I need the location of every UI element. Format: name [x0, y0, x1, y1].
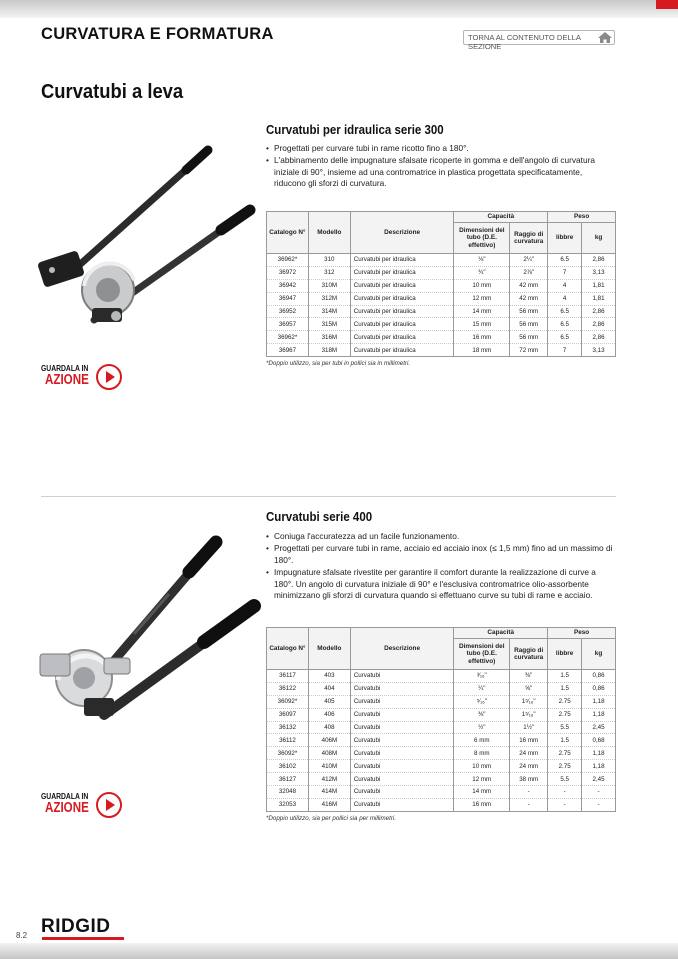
page-title: Curvatubi a leva [41, 81, 184, 103]
table-row [267, 266, 616, 279]
table-cell: - [548, 798, 582, 811]
table-cell: Curvatubi [350, 708, 454, 721]
header-descrizione: Descrizione [350, 212, 454, 254]
header-libbre: libbre [548, 639, 582, 670]
table-cell: 42 mm [510, 292, 548, 305]
table-cell: 36097 [267, 708, 309, 721]
table-cell: 36962* [267, 254, 309, 267]
product2-bullet: • Progettati per curvare tubi in rame, acciaio ed acciaio inox (≤ 1,5 mm) fino ad un massimo di 180°. [266, 543, 616, 566]
table-cell: 15 mm [454, 318, 510, 331]
table-cell: 6 mm [454, 734, 510, 747]
header-modello: Modello [308, 212, 350, 254]
header-libbre: libbre [548, 223, 582, 254]
table-cell: 32053 [267, 798, 309, 811]
table-cell: 408 [308, 721, 350, 734]
product2-spec-table [266, 627, 616, 812]
table-cell: - [548, 786, 582, 799]
table-cell: 3,13 [582, 344, 616, 357]
table-cell: 1,18 [582, 708, 616, 721]
table-cell: 14 mm [454, 305, 510, 318]
table-cell: Curvatubi [350, 682, 454, 695]
table-cell: 56 mm [510, 305, 548, 318]
table-cell: ⅜" [454, 708, 510, 721]
table-cell: 314M [308, 305, 350, 318]
table-cell: 7 [548, 344, 582, 357]
table-cell: 403 [308, 670, 350, 683]
table-cell: 410M [308, 760, 350, 773]
table-cell: - [510, 798, 548, 811]
table-row [267, 305, 616, 318]
table-cell: 36957 [267, 318, 309, 331]
product2-note: *Doppio utilizzo, sia per pollici sia per millimetri. [266, 815, 396, 822]
table-cell: 2¼" [510, 254, 548, 267]
section-title: CURVATURA E FORMATURA [41, 25, 274, 43]
table-cell: Curvatubi [350, 773, 454, 786]
table-row [267, 734, 616, 747]
table-cell: 0,68 [582, 734, 616, 747]
table-cell: Curvatubi [350, 786, 454, 799]
watch-video-button-2[interactable] [41, 792, 131, 822]
table-cell: 36092* [267, 695, 309, 708]
page-number: 8.2 [16, 931, 28, 940]
table-cell: 36102 [267, 760, 309, 773]
table-cell: Curvatubi per idraulica [350, 305, 454, 318]
table-cell: 36092* [267, 747, 309, 760]
table-cell: - [582, 786, 616, 799]
header-catalogo: Catalogo N° [267, 628, 309, 670]
table-cell: 318M [308, 344, 350, 357]
table-cell: 6.5 [548, 331, 582, 344]
table-row [267, 708, 616, 721]
table-cell: 1,18 [582, 760, 616, 773]
table-cell: 12 mm [454, 292, 510, 305]
product1-title: Curvatubi per idraulica serie 300 [266, 123, 444, 137]
table-cell: 16 mm [454, 798, 510, 811]
table-cell: 36947 [267, 292, 309, 305]
table-cell: 2,86 [582, 331, 616, 344]
table-cell: Curvatubi [350, 734, 454, 747]
table-row [267, 682, 616, 695]
top-band [0, 0, 678, 18]
watch-label-line1: GUARDALA IN [41, 364, 89, 373]
table-cell: 4 [548, 279, 582, 292]
table-cell: 2.75 [548, 747, 582, 760]
table-row [267, 747, 616, 760]
table-cell: 36122 [267, 682, 309, 695]
table-cell: 1⁵⁄₁₆" [510, 708, 548, 721]
table-cell: 414M [308, 786, 350, 799]
table-cell: - [510, 786, 548, 799]
table-cell: 6.5 [548, 305, 582, 318]
table-cell: 406M [308, 734, 350, 747]
table-cell: ¾" [454, 266, 510, 279]
ridgid-logo: RIDGID [41, 916, 111, 937]
table-cell: 5.5 [548, 773, 582, 786]
table-cell: Curvatubi per idraulica [350, 254, 454, 267]
table-cell: 16 mm [454, 331, 510, 344]
table-cell: 10 mm [454, 760, 510, 773]
product2-bullets [266, 531, 616, 602]
table-cell: 1.5 [548, 670, 582, 683]
table-row [267, 798, 616, 811]
table-cell: 2,86 [582, 318, 616, 331]
header-dimensioni: Dimensioni del tubo (D.E. effettivo) [454, 223, 510, 254]
table-cell: ⅜" [510, 670, 548, 683]
table-cell: ⅝" [510, 682, 548, 695]
header-dimensioni: Dimensioni del tubo (D.E. effettivo) [454, 639, 510, 670]
table-cell: 2.75 [548, 708, 582, 721]
header-catalogo: Catalogo N° [267, 212, 309, 254]
header-kg: kg [582, 639, 616, 670]
table-cell: 38 mm [510, 773, 548, 786]
table-cell: 42 mm [510, 279, 548, 292]
header-capacita: Capacità [454, 212, 548, 223]
product1-bullet: • L'abbinamento delle impugnature sfalsate ricoperte in gomma e dell'angolo di curvatura iniziale di 90°, insieme ad una contromatrice in plastica progettata specificatamente, riducono gli sforzi di curvatura. [266, 155, 616, 189]
table-cell: 36962* [267, 331, 309, 344]
table-cell: 408M [308, 747, 350, 760]
table-row [267, 344, 616, 357]
table-cell: 0,86 [582, 682, 616, 695]
header-peso: Peso [548, 628, 616, 639]
table-cell: 416M [308, 798, 350, 811]
table-cell: 8 mm [454, 747, 510, 760]
watch-video-button-1[interactable] [41, 364, 131, 394]
table-cell: 1.5 [548, 734, 582, 747]
table-cell: Curvatubi per idraulica [350, 292, 454, 305]
table-cell: 1,81 [582, 292, 616, 305]
logo-underline [42, 937, 124, 940]
table-cell: Curvatubi per idraulica [350, 266, 454, 279]
table-cell: 4 [548, 292, 582, 305]
table-cell: Curvatubi per idraulica [350, 279, 454, 292]
table-cell: 36942 [267, 279, 309, 292]
header-capacita: Capacità [454, 628, 548, 639]
table-cell: 2.75 [548, 695, 582, 708]
table-cell: 312 [308, 266, 350, 279]
product1-bullets [266, 143, 616, 191]
table-cell: 405 [308, 695, 350, 708]
bottom-band [0, 943, 678, 959]
table-cell: 2,45 [582, 721, 616, 734]
back-to-section-link[interactable] [463, 30, 615, 51]
bender-400-image [34, 530, 262, 745]
table-cell: Curvatubi [350, 695, 454, 708]
product2-bullet: • Impugnature sfalsate rivestite per garantire il comfort durante la realizzazione di curve a 180°. Un angolo di curvatura iniziale di 90° e l'esclusiva contromatrice olio-assorbente minimizzano gli sforzi di curvatura quando si effettuano curve su tubi di rame e acciaio. [266, 567, 616, 601]
table-cell: 2,45 [582, 773, 616, 786]
table-cell: Curvatubi [350, 798, 454, 811]
table-cell: 24 mm [510, 747, 548, 760]
table-row [267, 292, 616, 305]
table-row [267, 695, 616, 708]
section-divider [41, 496, 616, 497]
header-descrizione: Descrizione [350, 628, 454, 670]
table-cell: 36967 [267, 344, 309, 357]
table-row [267, 721, 616, 734]
table-cell: Curvatubi [350, 670, 454, 683]
table-cell: 1½" [510, 721, 548, 734]
table-cell: ³⁄₁₆" [454, 670, 510, 683]
table-cell: 2,86 [582, 254, 616, 267]
table-cell: 1,81 [582, 279, 616, 292]
table-cell: ⁵⁄₁₆" [454, 695, 510, 708]
table-row [267, 773, 616, 786]
header-raggio: Raggio di curvatura [510, 639, 548, 670]
table-cell: 1⁵⁄₁₆" [510, 695, 548, 708]
watch-label-line2: AZIONE [45, 800, 89, 816]
table-cell: 1,18 [582, 695, 616, 708]
home-icon[interactable] [598, 32, 612, 45]
watch-label-line2: AZIONE [45, 372, 89, 388]
table-cell: ¼" [454, 682, 510, 695]
header-peso: Peso [548, 212, 616, 223]
table-cell: 310 [308, 254, 350, 267]
table-cell: 6.5 [548, 254, 582, 267]
table-row [267, 331, 616, 344]
table-cell: 2⅞" [510, 266, 548, 279]
table-cell: 36117 [267, 670, 309, 683]
table-cell: Curvatubi per idraulica [350, 318, 454, 331]
header-kg: kg [582, 223, 616, 254]
table-cell: Curvatubi [350, 747, 454, 760]
table-cell: 316M [308, 331, 350, 344]
table-cell: ½" [454, 721, 510, 734]
product2-table-body [267, 670, 616, 812]
table-cell: Curvatubi per idraulica [350, 331, 454, 344]
table-cell: 1,18 [582, 747, 616, 760]
table-cell: 6.5 [548, 318, 582, 331]
table-cell: 2.75 [548, 760, 582, 773]
table-cell: 32048 [267, 786, 309, 799]
product1-table-body [267, 254, 616, 357]
product1-spec-table [266, 211, 616, 357]
table-cell: 14 mm [454, 786, 510, 799]
product1-note: *Doppio utilizzo, sia per tubi in pollici sia in millimetri. [266, 360, 411, 367]
table-cell: 56 mm [510, 331, 548, 344]
table-cell: ⅛" [454, 254, 510, 267]
table-cell: 1.5 [548, 682, 582, 695]
table-row [267, 318, 616, 331]
header-modello: Modello [308, 628, 350, 670]
table-cell: 2,86 [582, 305, 616, 318]
table-row [267, 786, 616, 799]
table-cell: 312M [308, 292, 350, 305]
table-cell: 10 mm [454, 279, 510, 292]
bender-300-image [36, 140, 258, 340]
table-row [267, 254, 616, 267]
watch-label-line1: GUARDALA IN [41, 792, 89, 801]
table-cell: 56 mm [510, 318, 548, 331]
table-cell: Curvatubi [350, 721, 454, 734]
red-corner-tab [656, 0, 678, 9]
table-cell: Curvatubi per idraulica [350, 344, 454, 357]
table-cell: 310M [308, 279, 350, 292]
table-cell: 315M [308, 318, 350, 331]
table-cell: 36972 [267, 266, 309, 279]
table-cell: 7 [548, 266, 582, 279]
table-cell: 18 mm [454, 344, 510, 357]
play-icon[interactable] [96, 792, 122, 823]
table-cell: 5.5 [548, 721, 582, 734]
table-cell: 36112 [267, 734, 309, 747]
header-raggio: Raggio di curvatura [510, 223, 548, 254]
table-cell: 412M [308, 773, 350, 786]
product2-title: Curvatubi serie 400 [266, 510, 373, 524]
table-row [267, 279, 616, 292]
table-row [267, 760, 616, 773]
table-cell: 16 mm [510, 734, 548, 747]
table-cell: 36132 [267, 721, 309, 734]
table-row [267, 670, 616, 683]
table-cell: 404 [308, 682, 350, 695]
table-cell: - [582, 798, 616, 811]
table-cell: 406 [308, 708, 350, 721]
product2-bullet: • Coniuga l'accuratezza ad un facile funzionamento. [266, 531, 616, 542]
play-icon[interactable] [96, 364, 122, 395]
table-cell: Curvatubi [350, 760, 454, 773]
table-cell: 36127 [267, 773, 309, 786]
product1-bullet: • Progettati per curvare tubi in rame ricotto fino a 180°. [266, 143, 616, 154]
table-cell: 72 mm [510, 344, 548, 357]
table-cell: 0,86 [582, 670, 616, 683]
table-cell: 12 mm [454, 773, 510, 786]
table-cell: 24 mm [510, 760, 548, 773]
table-cell: 36952 [267, 305, 309, 318]
back-link-label: TORNA AL CONTENUTO DELLA SEZIONE [468, 33, 581, 51]
table-cell: 3,13 [582, 266, 616, 279]
